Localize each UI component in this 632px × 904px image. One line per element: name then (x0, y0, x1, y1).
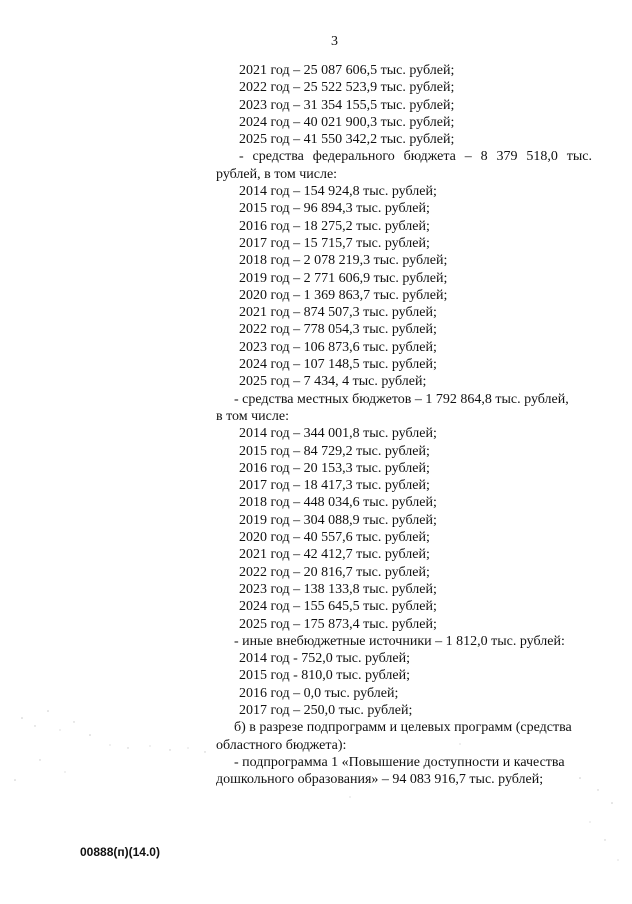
text-line: 2022 год – 25 522 523,9 тыс. рублей; (239, 80, 455, 96)
text-line: 2018 год – 448 034,6 тыс. рублей; (239, 495, 437, 511)
text-line: 2023 год – 106 873,6 тыс. рублей; (239, 339, 437, 355)
text-line: 2015 год - 810,0 тыс. рублей; (239, 668, 411, 684)
text-line: 2025 год – 7 434, 4 тыс. рублей; (239, 374, 427, 390)
text-line: 2020 год – 40 557,6 тыс. рублей; (239, 530, 430, 546)
text-line: 2019 год – 304 088,9 тыс. рублей; (239, 512, 437, 528)
text-line: в том числе: (216, 408, 289, 424)
text-line: 2024 год – 107 148,5 тыс. рублей; (239, 357, 437, 373)
text-line: 2024 год – 40 021 900,3 тыс. рублей; (239, 114, 455, 130)
text-line: 2018 год – 2 078 219,3 тыс. рублей; (239, 253, 448, 269)
text-line: 2019 год – 2 771 606,9 тыс. рублей; (239, 270, 448, 286)
text-line: 2016 год – 0,0 тыс. рублей; (239, 685, 399, 701)
text-line: - средства местных бюджетов – 1 792 864,8 тыс. рублей, (234, 391, 569, 407)
text-line: 2024 год – 155 645,5 тыс. рублей; (239, 599, 437, 615)
document-body (216, 62, 592, 788)
text-line: 2025 год – 41 550 342,2 тыс. рублей; (239, 132, 455, 148)
text-line: - подпрограмма 1 «Повышение доступности и качества (234, 754, 565, 770)
text-line: рублей, в том числе: (216, 166, 338, 182)
text-line: 2016 год – 20 153,3 тыс. рублей; (239, 460, 430, 476)
text-line: 2014 год – 154 924,8 тыс. рублей; (239, 184, 437, 200)
text-line: - средства федерального бюджета – 8 379 518,0 тыс. (239, 149, 592, 165)
text-line: областного бюджета): (216, 737, 347, 753)
text-line: 2017 год – 250,0 тыс. рублей; (239, 702, 413, 718)
text-line: 2014 год – 344 001,8 тыс. рублей; (239, 426, 437, 442)
text-line: 2021 год – 874 507,3 тыс. рублей; (239, 305, 437, 321)
text-line: 2015 год – 84 729,2 тыс. рублей; (239, 443, 430, 459)
text-line: 2017 год – 15 715,7 тыс. рублей; (239, 235, 430, 251)
text-line: б) в разрезе подпрограмм и целевых программ (средства (234, 720, 572, 736)
text-line: 2020 год – 1 369 863,7 тыс. рублей; (239, 287, 448, 303)
text-line: 2021 год – 42 412,7 тыс. рублей; (239, 547, 430, 563)
text-line: 2015 год – 96 894,3 тыс. рублей; (239, 201, 430, 217)
text-line: 2014 год - 752,0 тыс. рублей; (239, 651, 411, 667)
text-line: 2016 год – 18 275,2 тыс. рублей; (239, 218, 430, 234)
text-line: - иные внебюджетные источники – 1 812,0 тыс. рублей: (234, 633, 565, 649)
page-number: 3 (331, 34, 338, 49)
text-line: 2023 год – 31 354 155,5 тыс. рублей; (239, 97, 455, 113)
text-line: 2025 год – 175 873,4 тыс. рублей; (239, 616, 437, 632)
text-line: дошкольного образования» – 94 083 916,7 тыс. рублей; (216, 772, 544, 788)
text-line: 2022 год – 778 054,3 тыс. рублей; (239, 322, 437, 338)
text-line: 2017 год – 18 417,3 тыс. рублей; (239, 478, 430, 494)
text-line: 2021 год – 25 087 606,5 тыс. рублей; (239, 63, 455, 78)
text-line: 2022 год – 20 816,7 тыс. рублей; (239, 564, 430, 580)
text-line: 2023 год – 138 133,8 тыс. рублей; (239, 581, 437, 597)
document-footer-code: 00888(п)(14.0) (80, 845, 160, 859)
